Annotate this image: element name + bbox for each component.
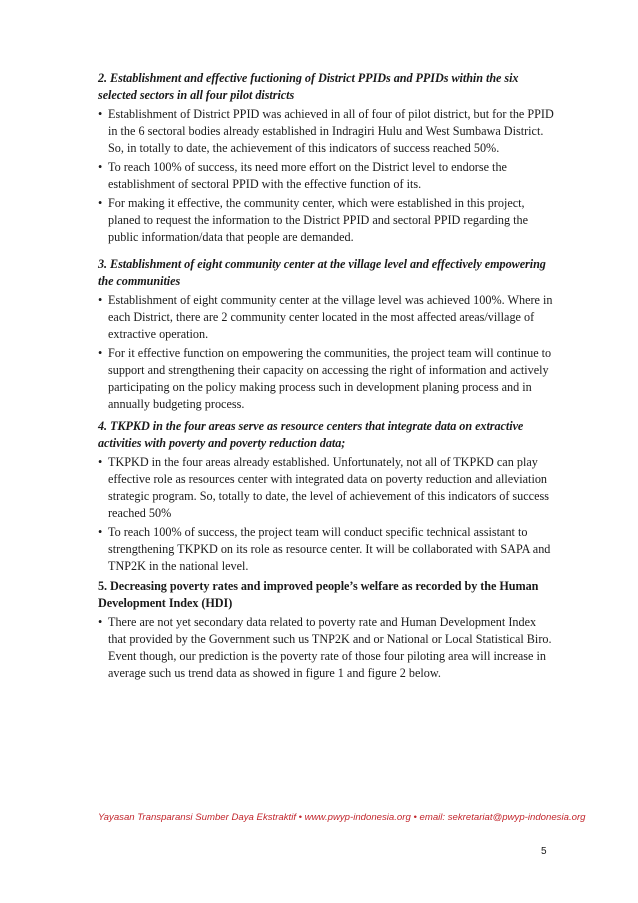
page-footer: Yayasan Transparansi Sumber Daya Ekstraktif • www.pwyp-indonesia.org • email: sekretariat@pwyp-indonesia.org — [98, 812, 586, 823]
section-heading: 5. Decreasing poverty rates and improved people’s welfare as recorded by the Human Development Index (HDI) — [98, 579, 539, 610]
bullet-icon: • — [98, 160, 103, 174]
bullet-icon: • — [98, 107, 103, 121]
list-item-text: For it effective function on empowering the communities, the project team will continue to support and strengthening their capacity on accessing the right of information and actively participating on the policy making process such in development planing process and in annually budgeting process. — [108, 346, 552, 411]
bullet-icon: • — [98, 455, 103, 469]
list-item — [98, 454, 554, 522]
list-item — [98, 614, 554, 682]
section-poverty-rates — [98, 578, 554, 684]
bullet-icon: • — [98, 196, 103, 210]
list-item — [98, 159, 554, 193]
bullet-list — [98, 454, 554, 575]
list-item-text: TKPKD in the four areas already established. Unfortunately, not all of TKPKD can play effective role as resources center with integrated data on poverty reduction and alleviation strategic program. So, totally to date, the level of achievement of this indicators of success reached 50% — [108, 455, 549, 520]
section-heading: 4. TKPKD in the four areas serve as resource centers that integrate data on extractive activities with poverty and poverty reduction data; — [98, 419, 524, 450]
bullet-list — [98, 292, 554, 413]
bullet-icon: • — [98, 346, 103, 360]
section-community-center — [98, 256, 554, 415]
bullet-list — [98, 614, 554, 682]
list-item — [98, 292, 554, 343]
list-item-text: To reach 100% of success, the project team will conduct specific technical assistant to strengthening TKPKD on its role as resource center. It will be collaborated with SAPA and TNP2K in the national level. — [108, 525, 551, 573]
bullet-list — [98, 106, 554, 246]
list-item — [98, 345, 554, 413]
bullet-icon: • — [98, 293, 103, 307]
list-item — [98, 524, 554, 575]
bullet-icon: • — [98, 615, 103, 629]
list-item-text: There are not yet secondary data related to poverty rate and Human Development Index that provided by the Government such us TNP2K and or National or Local Statistical Biro. Event though, our prediction is the poverty rate of those four piloting area will increase in average such us trend data as showed in figure 1 and figure 2 below. — [108, 615, 552, 680]
list-item-text: For making it effective, the community center, which were established in this project, planed to request the information to the District PPID and sectoral PPID regarding the public information/data that people are demanded. — [108, 196, 529, 244]
list-item-text: To reach 100% of success, its need more effort on the District level to endorse the establishment of sectoral PPID with the effective function of its. — [108, 160, 507, 191]
bullet-icon: • — [98, 525, 103, 539]
page-number: 5 — [541, 846, 547, 857]
section-heading: 3. Establishment of eight community center at the village level and effectively empowering the communities — [98, 257, 546, 288]
list-item-text: Establishment of District PPID was achieved in all of four of pilot district, but for the PPID in the 6 sectoral bodies already established in Indragiri Hulu and West Sumbawa District. So, in totally to date, the achievement of this indicators of success reached 50%. — [108, 107, 554, 155]
section-tkpkd — [98, 418, 554, 577]
list-item — [98, 195, 554, 246]
section-heading: 2. Establishment and effective fuctioning of District PPIDs and PPIDs within the six selected sectors in all four pilot districts — [98, 71, 519, 102]
list-item — [98, 106, 554, 157]
list-item-text: Establishment of eight community center at the village level was achieved 100%. Where in each District, there are 2 community center located in the most affected areas/village of extractive operation. — [108, 293, 553, 341]
section-ppid — [98, 70, 554, 248]
